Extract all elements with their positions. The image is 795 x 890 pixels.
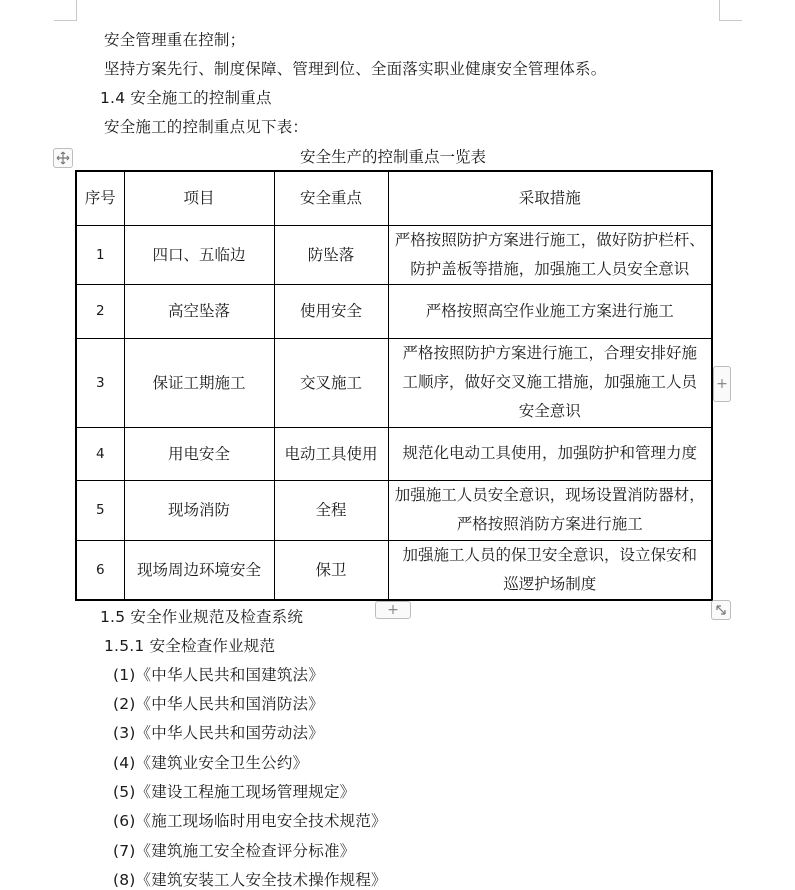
cell-focus[interactable]: 交叉施工 [274,338,388,427]
table-row [76,540,712,600]
table-move-handle[interactable] [53,148,73,168]
measure-line: 严格按照防护方案进行施工，合理安排好施 [402,344,697,362]
measure-line: 严格按照高空作业施工方案进行施工 [425,301,674,320]
heading-1-5: 1.5 安全作业规范及检查系统 [100,608,304,626]
header-focus[interactable]: 安全重点 [274,171,388,225]
header-no[interactable]: 序号 [76,171,124,225]
cell-no[interactable]: 4 [76,427,124,480]
cell-focus[interactable]: 防坠落 [274,225,388,284]
measure-line: 加强施工人员的保卫安全意识，设立保安和 [402,545,697,564]
measure-line: 巡逻护场制度 [503,574,597,593]
table-row [76,225,712,284]
header-item[interactable]: 项目 [124,171,274,225]
measure-line: 严格按照消防方案进行施工 [456,515,643,533]
cell-focus[interactable]: 电动工具使用 [274,427,388,480]
regulation-item: (6)《施工现场临时用电安全技术规范》 [113,812,387,830]
paragraph-policy: 坚持方案先行、制度保障、管理到位、全面落实职业健康安全管理体系。 [104,60,607,78]
table-row [76,427,712,480]
cell-measure[interactable] [388,225,712,284]
cell-measure[interactable] [388,338,712,427]
regulation-item: (3)《中华人民共和国劳动法》 [113,724,324,742]
safety-control-table [75,170,713,601]
paragraph-table-intro: 安全施工的控制重点见下表： [104,118,309,136]
heading-1-5-1: 1.5.1 安全检查作业规范 [104,637,276,655]
paragraph-control: 安全管理重在控制； [104,31,246,49]
cell-no[interactable]: 3 [76,338,124,427]
cell-measure[interactable] [388,284,712,338]
measure-line: 严格按照防护方案进行施工，做好防护栏杆、 [394,230,705,249]
cell-focus[interactable]: 使用安全 [274,284,388,338]
page-corner-top-right [719,0,742,21]
cell-no[interactable]: 1 [76,225,124,284]
regulation-item: (5)《建设工程施工现场管理规定》 [113,783,356,801]
cell-focus[interactable]: 保卫 [274,540,388,600]
table-header-row [76,171,712,225]
header-measure[interactable]: 采取措施 [388,171,712,225]
cell-item[interactable]: 保证工期施工 [124,338,274,427]
regulation-item: (2)《中华人民共和国消防法》 [113,695,324,713]
table-row [76,284,712,338]
cell-no[interactable]: 2 [76,284,124,338]
cell-measure[interactable] [388,480,712,540]
cell-measure[interactable] [388,427,712,480]
cell-item[interactable]: 现场消防 [124,480,274,540]
table-row [76,480,712,540]
add-column-button[interactable]: + [713,366,731,402]
move-arrows-icon [56,151,70,165]
regulation-item: (8)《建筑安装工人安全技术操作规程》 [113,871,387,889]
regulation-item: (7)《建筑施工安全检查评分标准》 [113,842,356,860]
measure-line: 加强施工人员安全意识，现场设置消防器材， [394,486,705,504]
page-corner-top-left [54,0,77,21]
cell-no[interactable]: 6 [76,540,124,600]
cell-item[interactable]: 用电安全 [124,427,274,480]
measure-line: 防护盖板等措施，加强施工人员安全意识 [410,259,690,278]
add-row-button[interactable]: + [375,601,411,619]
regulation-item: (1)《中华人民共和国建筑法》 [113,666,324,684]
heading-1-4: 1.4 安全施工的控制重点 [100,89,272,107]
cell-measure[interactable] [388,540,712,600]
cell-focus[interactable]: 全程 [274,480,388,540]
measure-line: 规范化电动工具使用，加强防护和管理力度 [402,444,697,462]
cell-item[interactable]: 现场周边环境安全 [124,540,274,600]
table-resize-handle[interactable] [711,600,731,620]
table-caption: 安全生产的控制重点一览表 [299,148,486,166]
measure-line: 安全意识 [518,402,581,420]
measure-line: 工顺序，做好交叉施工措施，加强施工人员 [402,373,697,391]
cell-item[interactable]: 四口、五临边 [124,225,274,284]
regulation-item: (4)《建筑业安全卫生公约》 [113,754,309,772]
resize-arrows-icon [715,604,727,616]
table-row [76,338,712,427]
cell-item[interactable]: 高空坠落 [124,284,274,338]
cell-no[interactable]: 5 [76,480,124,540]
